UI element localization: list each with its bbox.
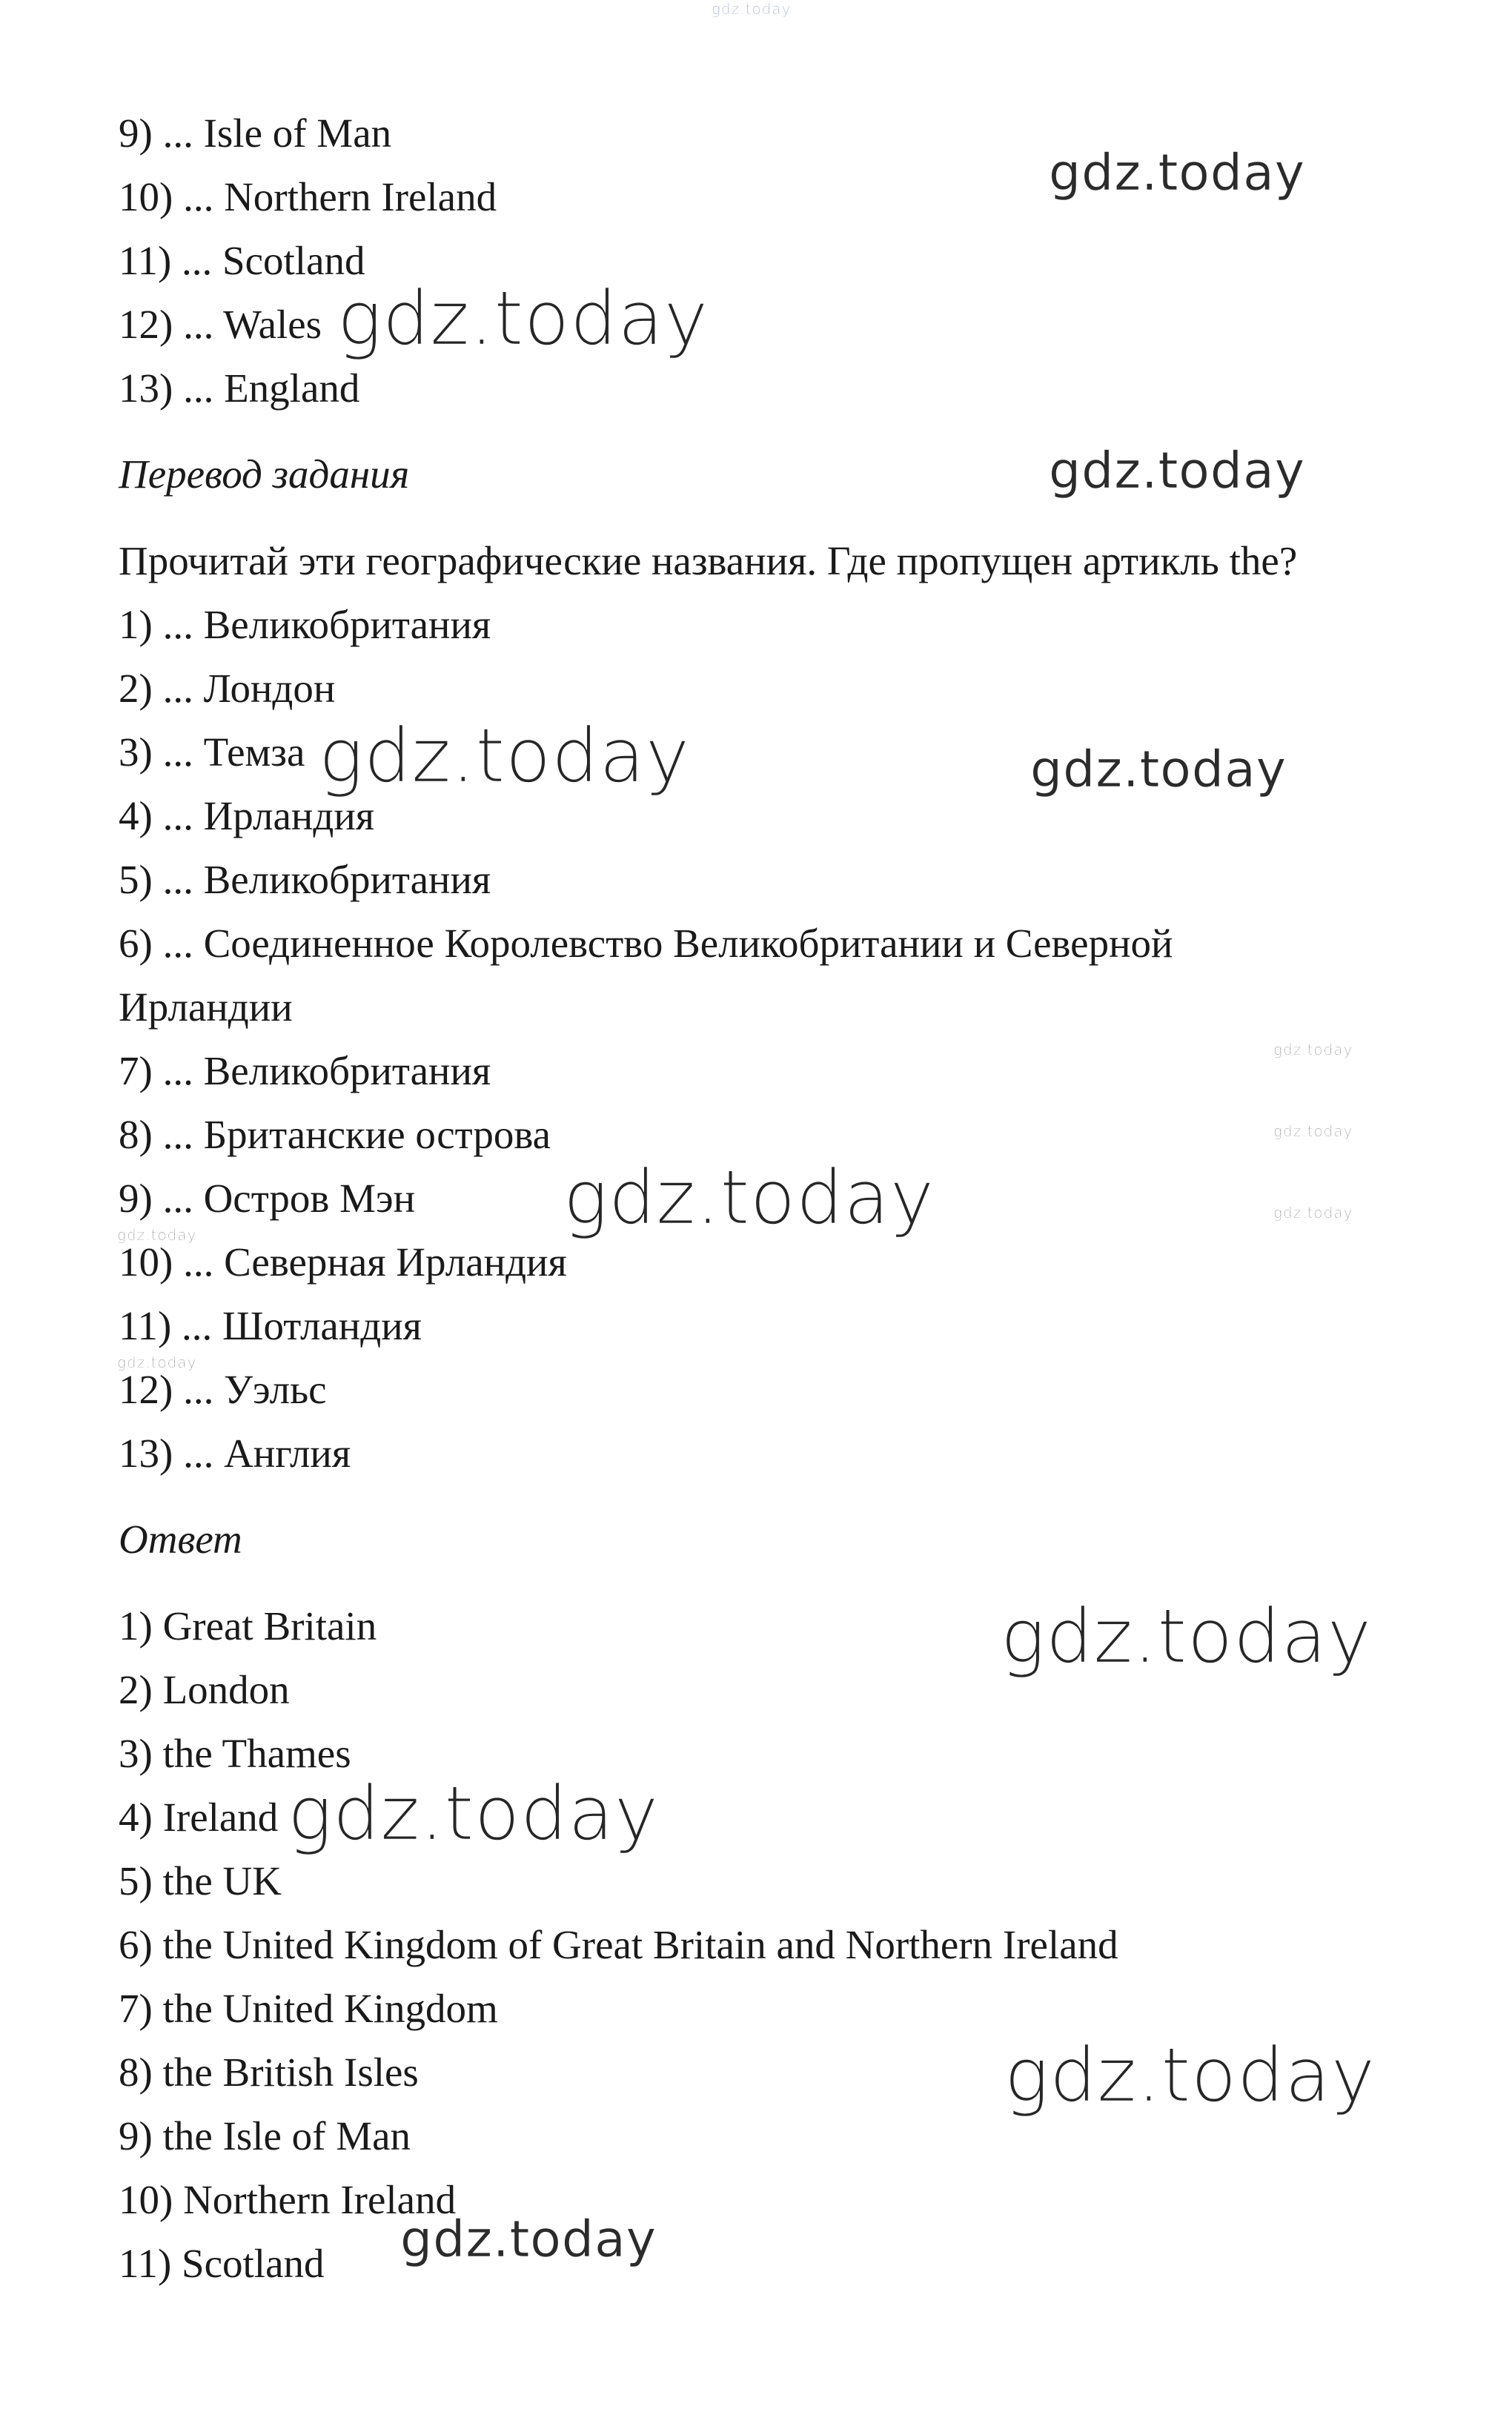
- list-item: 12) ... Wales: [119, 302, 322, 347]
- watermark-small: gdz.today: [1273, 1041, 1353, 1058]
- watermark: gdz.today: [1049, 144, 1305, 202]
- list-item: 6) ... Соединенное Королевство Великобритании и Северной: [119, 921, 1173, 966]
- list-item: 7) ... Великобритания: [119, 1048, 491, 1093]
- watermark-top: gdz.today: [712, 0, 792, 18]
- watermark-small: gdz.today: [1273, 1204, 1353, 1222]
- watermark-small: gdz.today: [1273, 1122, 1353, 1140]
- translation-prompt: Прочитай эти географические названия. Где пропущен артикль the?: [119, 538, 1298, 583]
- watermark: gdz.today: [1030, 741, 1287, 799]
- watermark-small: gdz.today: [117, 1226, 197, 1244]
- translation-heading: Перевод задания: [119, 451, 410, 497]
- watermark: gdz.today: [400, 2210, 657, 2269]
- watermark: gdz.today: [337, 275, 709, 362]
- watermark: gdz.today: [1001, 1593, 1373, 1680]
- answer-item: 5) the UK: [119, 1858, 282, 1904]
- list-item: 10) ... Northern Ireland: [119, 174, 497, 219]
- watermark: gdz.today: [288, 1770, 660, 1857]
- answer-item: 2) London: [119, 1667, 290, 1712]
- list-item: 3) ... Темза: [119, 729, 305, 775]
- list-item: 9) ... Остров Мэн: [119, 1176, 416, 1221]
- answer-item: 3) the Thames: [119, 1731, 351, 1776]
- list-item: 8) ... Британские острова: [119, 1112, 551, 1157]
- answer-item: 6) the United Kingdom of Great Britain and Northern Ireland: [119, 1922, 1118, 1967]
- watermark: gdz.today: [319, 712, 691, 799]
- watermark-small: gdz.today: [117, 1354, 197, 1371]
- list-item: 5) ... Великобритания: [119, 857, 491, 902]
- list-item: 10) ... Северная Ирландия: [119, 1239, 567, 1285]
- list-item: 13) ... Англия: [119, 1431, 351, 1476]
- list-item: 4) ... Ирландия: [119, 793, 375, 838]
- watermark: gdz.today: [563, 1154, 935, 1241]
- answer-item: 8) the British Isles: [119, 2050, 419, 2095]
- list-item: 1) ... Великобритания: [119, 602, 491, 647]
- list-item: 11) ... Шотландия: [119, 1303, 422, 1348]
- list-item: 12) ... Уэльс: [119, 1367, 327, 1412]
- answer-item: 7) the United Kingdom: [119, 1986, 498, 2031]
- list-item: 9) ... Isle of Man: [119, 110, 392, 156]
- watermark: gdz.today: [1049, 442, 1305, 500]
- watermark: gdz.today: [1004, 2032, 1376, 2118]
- answer-item: 4) Ireland: [119, 1795, 279, 1840]
- answer-item: 11) Scotland: [119, 2241, 325, 2286]
- answer-heading: Ответ: [119, 1517, 242, 1562]
- list-item: 11) ... Scotland: [119, 238, 365, 283]
- answer-item: 10) Northern Ireland: [119, 2177, 457, 2222]
- list-item-continuation: Ирландии: [119, 984, 293, 1030]
- list-item: 13) ... England: [119, 365, 360, 411]
- answer-item: 9) the Isle of Man: [119, 2113, 411, 2158]
- answer-item: 1) Great Britain: [119, 1603, 377, 1649]
- list-item: 2) ... Лондон: [119, 666, 336, 711]
